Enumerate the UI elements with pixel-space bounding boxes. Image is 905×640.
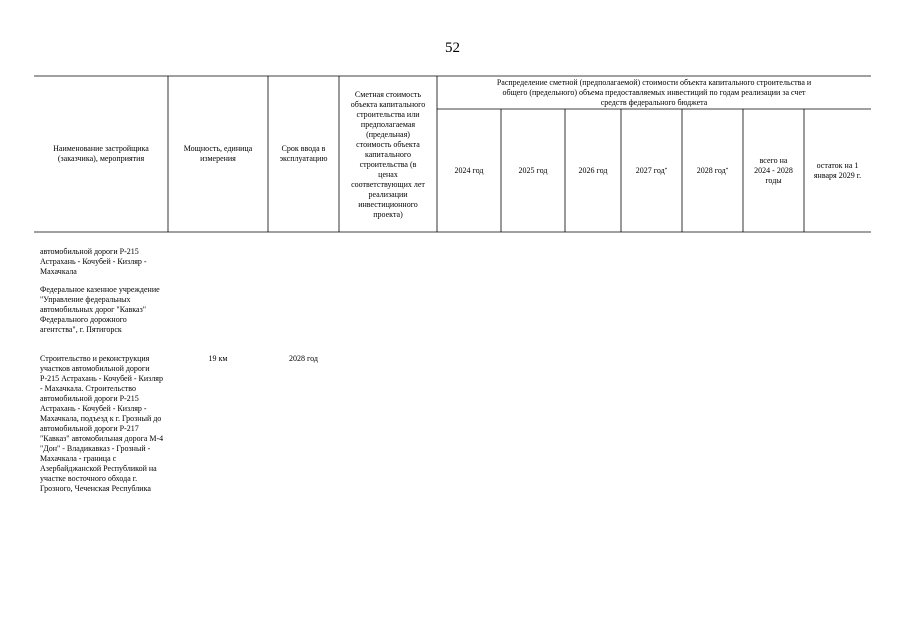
table-row-road-name [40, 247, 165, 277]
row-commission [268, 354, 339, 364]
year-label: 2028 год [696, 165, 726, 175]
table-row-customer [40, 285, 165, 335]
header-year-2026 [565, 109, 621, 232]
header-name [36, 76, 166, 232]
table-row-project [40, 354, 165, 494]
header-distribution-text: Распределение сметной (предполагаемой) стоимости объекта капитального строительства и общего (предельного) объема предоставляемых инвестиций по годам реализации за счет средств федерального бюджета [496, 78, 812, 107]
header-total-2024-2028 [743, 109, 804, 232]
header-commission [268, 76, 339, 232]
row-commission-value: 2028 год [289, 354, 318, 363]
header-year-2024 [437, 109, 501, 232]
page-number: 52 [445, 40, 460, 56]
header-distribution [437, 78, 871, 109]
year-label: 2026 год [578, 165, 608, 175]
remainder-label: остаток на 1 января 2029 г. [813, 160, 862, 180]
row-name: автомобильной дороги Р-215 Астрахань - Кочубей - Кизляр - Махачкала [40, 247, 147, 276]
row-capacity [168, 354, 268, 364]
header-remainder-2029 [804, 109, 871, 232]
year-label: 2027 год [635, 165, 665, 175]
row-name: Строительство и реконструкция участков автомобильной дороги Р-215 Астрахань - Кочубей - Кизляр - Махачкала. Строительство автомобильной дороги Р-215 Астрахань - Кочубей - Кизляр - Махачкала, подъезд к г. Грозный до автомобильной дороги Р-217 "Кавказ" автомобильная дорога М-4 "Дон" - Владикавказ - Грозный - Махачкала - граница с Азербайджанской Республикой на участке восточного обхода г. Грозного, Чеченская Республика [40, 354, 164, 493]
header-estimate-text: Сметная стоимость объекта капитального строительства или предполагаемая (предельная) стоимость объекта капитального строительства (в ценах соответствующих лет реализации инвестиционного проекта) [350, 89, 426, 219]
year-label: 2024 год [454, 165, 484, 175]
header-year-2025 [501, 109, 565, 232]
header-capacity [168, 76, 268, 232]
header-capacity-text: Мощность, единица измерения [183, 144, 253, 163]
header-year-2028: 2028 год * [696, 165, 729, 175]
total-label: всего на 2024 - 2028 годы [754, 155, 793, 185]
header-year-2027: 2027 год * [635, 165, 668, 175]
row-capacity-value: 19 км [208, 354, 228, 363]
header-commission-text: Срок ввода в эксплуатацию [279, 144, 328, 163]
header-name-text: Наименование застройщика (заказчика), мероприятия [53, 144, 149, 163]
row-name: Федеральное казенное учреждение "Управление федеральных автомобильных дорог "Кавказ" Федерального дорожного агентства", г. Пятигорск [40, 285, 160, 334]
header-estimate [339, 77, 437, 232]
year-label: 2025 год [518, 165, 548, 175]
